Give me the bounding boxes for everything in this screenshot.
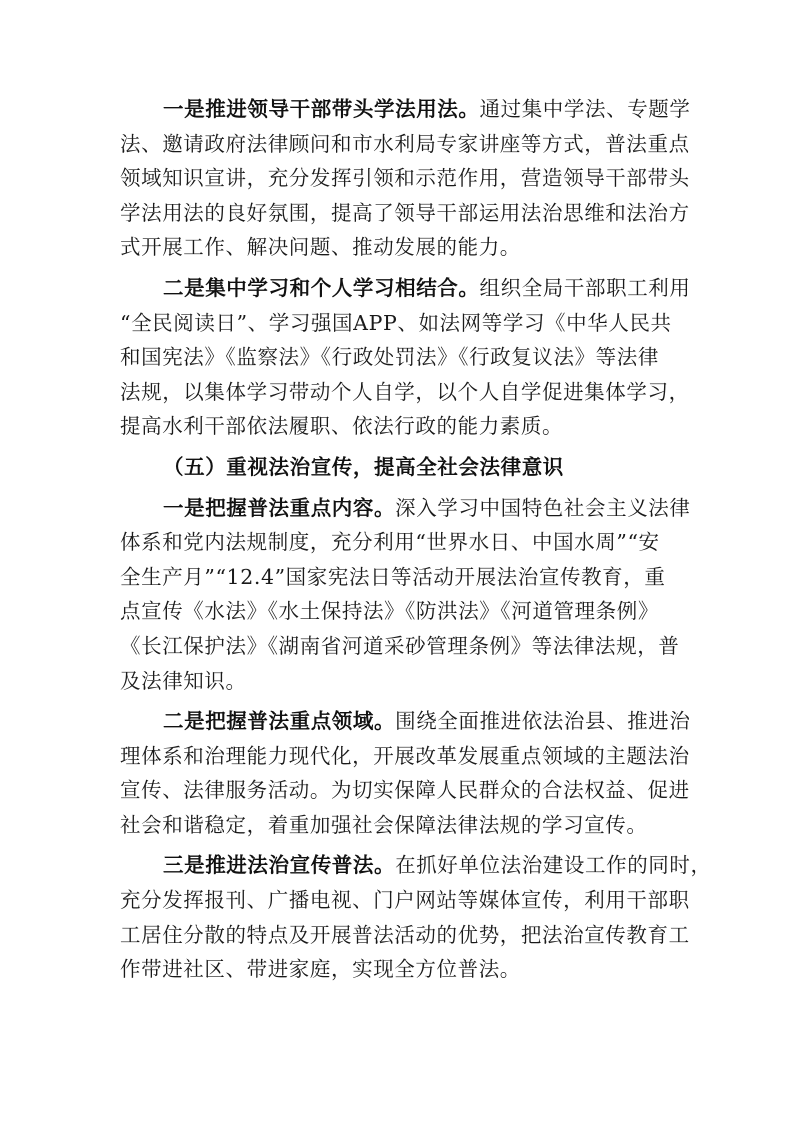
- paragraph-3-line-3: 全生产月”“12.4”国家宪法日等活动开展法治宣传教育，重: [120, 564, 666, 589]
- paragraph-2-line-1: [120, 271, 690, 306]
- paragraph-3-text: 深入学习中国特色社会主义法律: [395, 495, 691, 520]
- paragraph-1-line-5: 式开展工作、解决问题、推动发展的能力。: [120, 235, 521, 260]
- paragraph-2-line-4: 法规，以集体学习带动个人自学，以个人自学促进集体学习，: [120, 379, 690, 404]
- paragraph-5-lead: 三是推进法治宣传普法。: [163, 853, 396, 878]
- paragraph-1-line-4: 学法用法的良好氛围，提高了领导干部运用法治思维和法治方: [120, 200, 690, 225]
- paragraph-3-line-2: 体系和党内法规制度，充分利用“世界水日、中国水周”“安: [120, 530, 660, 555]
- paragraph-4-line-4: 社会和谐稳定，着重加强社会保障法律法规的学习宣传。: [120, 812, 648, 837]
- paragraph-2-lead: 二是集中学习和个人学习相结合。: [163, 275, 480, 300]
- paragraph-5-line-3: 工居住分散的特点及开展普法活动的优势，把法治宣传教育工: [120, 922, 690, 947]
- paragraph-5-text: 在抓好单位法治建设工作的同时，: [395, 853, 712, 878]
- paragraph-3-line-1: [120, 491, 690, 526]
- paragraph-1-line-3: 领域知识宣讲，充分发挥引领和示范作用，营造领导干部带头: [120, 166, 690, 191]
- paragraph-3-lead: 一是把握普法重点内容。: [163, 495, 396, 520]
- paragraph-2-text: 组织全局干部职工利用: [479, 275, 691, 300]
- paragraph-5-line-1: [120, 848, 712, 883]
- paragraph-4-lead: 二是把握普法重点领域。: [163, 709, 396, 734]
- paragraph-1-lead: 一是推进领导干部带头学法用法。: [163, 97, 480, 121]
- paragraph-5-line-2: 充分发挥报刊、广播电视、门户网站等媒体宣传，利用干部职: [120, 888, 690, 913]
- section-heading: （五）重视法治宣传，提高全社会法律意识: [163, 454, 564, 479]
- paragraph-4-text: 围绕全面推进依法治县、推进治: [395, 709, 691, 734]
- paragraph-2-line-3: 和国宪法》《监察法》《行政处罚法》《行政复议法》等法律: [120, 345, 659, 370]
- paragraph-2-line-2: “全民阅读日”、学习强国APP、如法网等学习《中华人民共: [120, 310, 672, 335]
- paragraph-3-line-6: 及法律知识。: [120, 668, 247, 693]
- paragraph-3-line-5: 《长江保护法》《湖南省河道采砂管理条例》等法律法规，普: [120, 633, 680, 658]
- paragraph-1-text: 通过集中学法、专题学: [479, 97, 691, 121]
- paragraph-4-line-3: 宣传、法律服务活动。为切实保障人民群众的合法权益、促进: [120, 778, 690, 803]
- paragraph-1-line-1: [120, 92, 690, 127]
- paragraph-4-line-2: 理体系和治理能力现代化，开展改革发展重点领域的主题法治: [120, 743, 690, 768]
- paragraph-4-line-1: [120, 704, 690, 739]
- paragraph-1-line-2: 法、邀请政府法律顾问和市水利局专家讲座等方式，普法重点: [120, 131, 690, 156]
- paragraph-5-line-4: 作带进社区、带进家庭，实现全方位普法。: [120, 957, 521, 982]
- document-page: [120, 92, 712, 987]
- paragraph-2-line-5: 提高水利干部依法履职、依法行政的能力素质。: [120, 414, 564, 439]
- paragraph-3-line-4: 点宣传《水法》《水土保持法》《防洪法》《河道管理条例》: [120, 599, 659, 624]
